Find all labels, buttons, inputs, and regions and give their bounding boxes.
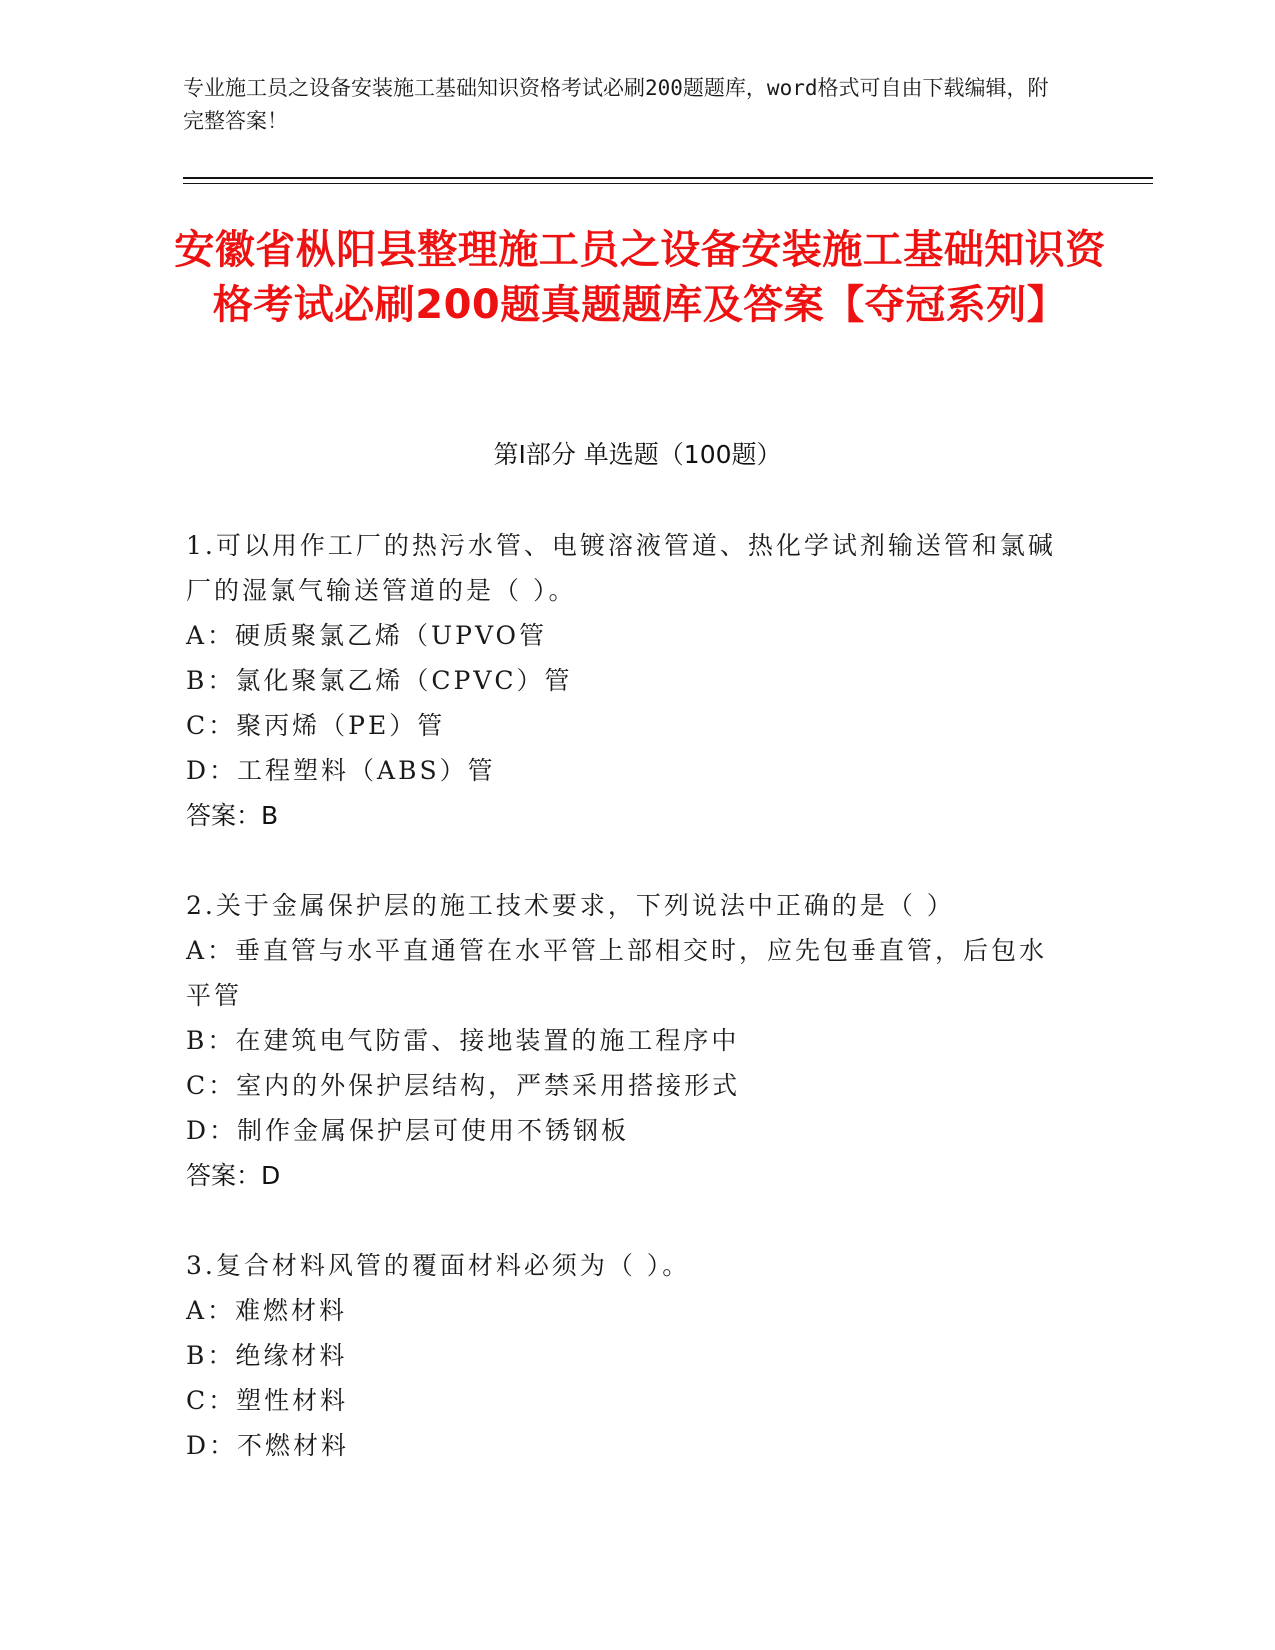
question-2 (186, 883, 1066, 1198)
header-rule-thick (183, 177, 1153, 179)
option-b: B：绝缘材料 (186, 1341, 348, 1370)
option-c: C：室内的外保护层结构，严禁采用搭接形式 (186, 1071, 741, 1100)
header-note: 专业施工员之设备安装施工基础知识资格考试必刷200题题库，word格式可自由下载编辑，附完整答案！ (183, 76, 1049, 133)
question-stem: 1.可以用作工厂的热污水管、电镀溶液管道、热化学试剂输送管和氯碱厂的湿氯气输送管道的是（ ）。 (186, 531, 1056, 605)
option-a: A：硬质聚氯乙烯（UPVO管 (186, 621, 548, 650)
option-d: D：不燃材料 (186, 1431, 350, 1460)
option-c: C：塑性材料 (186, 1386, 349, 1415)
header-rule-thin (183, 183, 1153, 184)
question-stem: 2.关于金属保护层的施工技术要求，下列说法中正确的是（ ） (186, 891, 955, 920)
answer: 答案：B (186, 801, 279, 830)
option-b: B：氯化聚氯乙烯（CPVC）管 (186, 666, 573, 695)
option-a: A：垂直管与水平直通管在水平管上部相交时，应先包垂直管，后包水平管 (186, 936, 1048, 1010)
section-title: 第Ⅰ部分 单选题（100题） (493, 440, 782, 469)
option-d: D：制作金属保护层可使用不锈钢板 (186, 1116, 630, 1145)
answer: 答案：D (186, 1161, 281, 1190)
option-c: C：聚丙烯（PE）管 (186, 711, 446, 740)
option-b: B：在建筑电气防雷、接地装置的施工程序中 (186, 1026, 740, 1055)
question-3 (186, 1243, 1066, 1468)
question-stem: 3.复合材料风管的覆面材料必须为（ ）。 (186, 1251, 691, 1280)
option-d: D：工程塑料（ABS）管 (186, 756, 496, 785)
document-title: 安徽省枞阳县整理施工员之设备安装施工基础知识资格考试必刷200题真题题库及答案【夺冠系列】 (174, 227, 1106, 328)
option-a: A：难燃材料 (186, 1296, 348, 1325)
question-1 (186, 523, 1066, 838)
